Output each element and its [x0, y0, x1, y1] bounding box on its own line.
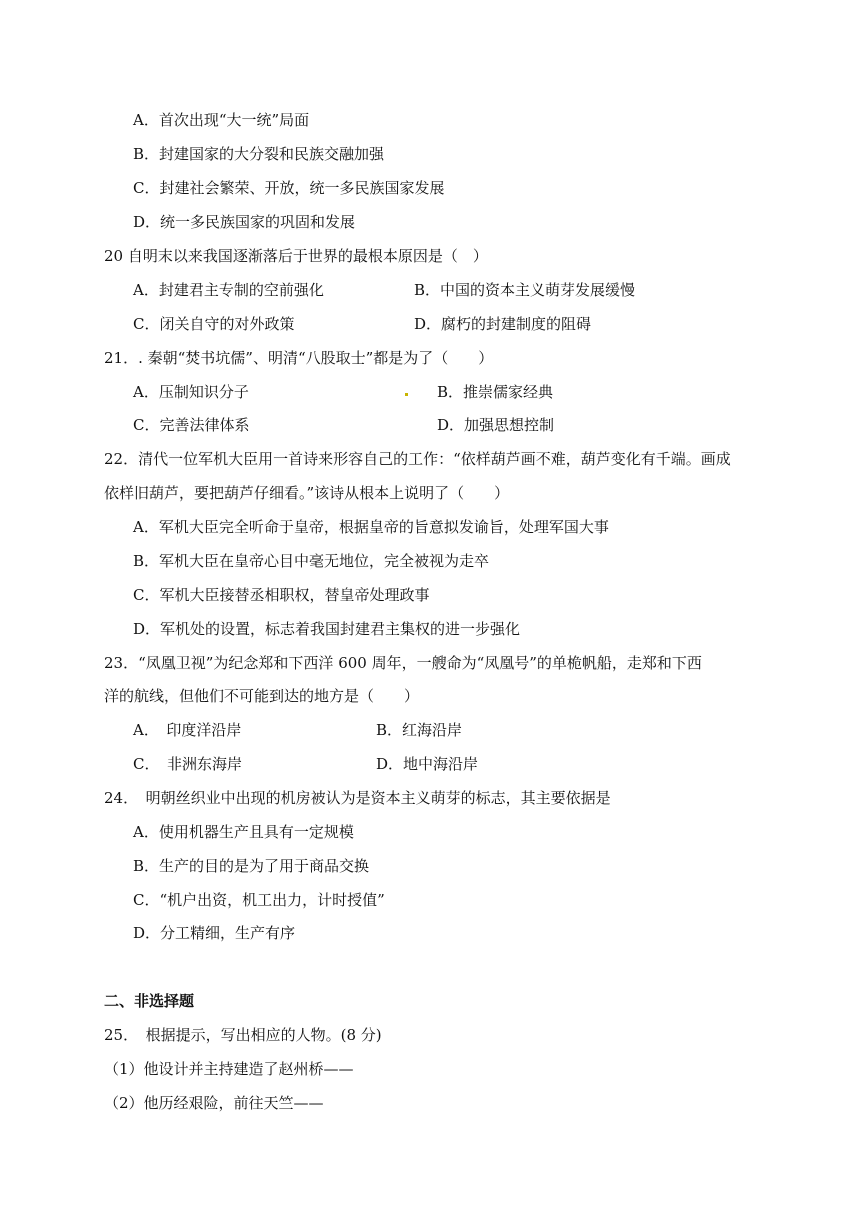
q23-stem-line2: 洋的航线，但他们不可能到达的地方是（ ）	[104, 687, 420, 705]
q25-item-1: （1）他设计并主持建造了赵州桥——	[104, 1060, 354, 1078]
q22-option-d: D．军机处的设置，标志着我国封建君主集权的进一步强化	[133, 620, 521, 638]
q23-option-b: B．红海沿岸	[376, 721, 463, 739]
q20-option-a: A．封建君主专制的空前强化	[133, 281, 324, 299]
q21-stem: 21．. 秦朝“焚书坑儒”、明清“八股取士”都是为了（ ）	[104, 349, 494, 367]
q21-option-c: C．完善法律体系	[133, 416, 250, 434]
q22-option-c: C．军机大臣接替丞相职权，替皇帝处理政事	[133, 586, 430, 604]
q19-option-c: C．封建社会繁荣、开放，统一多民族国家发展	[133, 179, 445, 197]
q20-option-d: D．腐朽的封建制度的阻碍	[414, 315, 592, 333]
q21-option-b: B．推崇儒家经典	[437, 383, 554, 401]
q20-stem: 20 自明末以来我国逐渐落后于世界的最根本原因是（ ）	[104, 247, 488, 265]
q20-option-b: B．中国的资本主义萌芽发展缓慢	[414, 281, 636, 299]
section-heading: 二、非选择题	[104, 992, 195, 1010]
q25-stem: 25． 根据提示，写出相应的人物。(8 分)	[104, 1026, 382, 1044]
q24-stem: 24． 明朝丝织业中出现的机房被认为是资本主义萌芽的标志，其主要依据是	[104, 789, 611, 807]
q23-option-c: C． 非洲东海岸	[133, 755, 242, 773]
stray-mark	[405, 393, 408, 396]
q23-stem-line1: 23．“凤凰卫视”为纪念郑和下西洋 600 周年，一艘命为“凤凰号”的单桅帆船，走郑和下西	[104, 654, 702, 672]
q19-option-d: D．统一多民族国家的巩固和发展	[133, 213, 356, 231]
q24-option-b: B．生产的目的是为了用于商品交换	[133, 857, 370, 875]
q24-option-c: C．“机户出资，机工出力，计时授值”	[133, 891, 385, 909]
q24-option-d: D．分工精细，生产有序	[133, 924, 296, 942]
q22-stem-line2: 依样旧葫芦，要把葫芦仔细看。”该诗从根本上说明了（ ）	[104, 484, 510, 502]
q23-option-d: D．地中海沿岸	[376, 755, 479, 773]
q24-option-a: A．使用机器生产且具有一定规模	[133, 823, 354, 841]
q20-option-c: C．闭关自守的对外政策	[133, 315, 295, 333]
q22-option-b: B．军机大臣在皇帝心目中毫无地位，完全被视为走卒	[133, 552, 490, 570]
q19-option-a: A．首次出现“大一统”局面	[133, 111, 310, 129]
q19-option-b: B．封建国家的大分裂和民族交融加强	[133, 145, 385, 163]
q22-option-a: A．军机大臣完全听命于皇帝，根据皇帝的旨意拟发谕旨，处理军国大事	[133, 518, 609, 536]
q23-option-a: A． 印度洋沿岸	[133, 721, 242, 739]
q25-item-2: （2）他历经艰险，前往天竺——	[104, 1094, 324, 1112]
q21-option-a: A．压制知识分子	[133, 383, 249, 401]
q21-option-d: D．加强思想控制	[437, 416, 555, 434]
q22-stem-line1: 22．清代一位军机大臣用一首诗来形容自己的工作：“依样葫芦画不难，葫芦变化有千端。画成	[104, 450, 731, 468]
